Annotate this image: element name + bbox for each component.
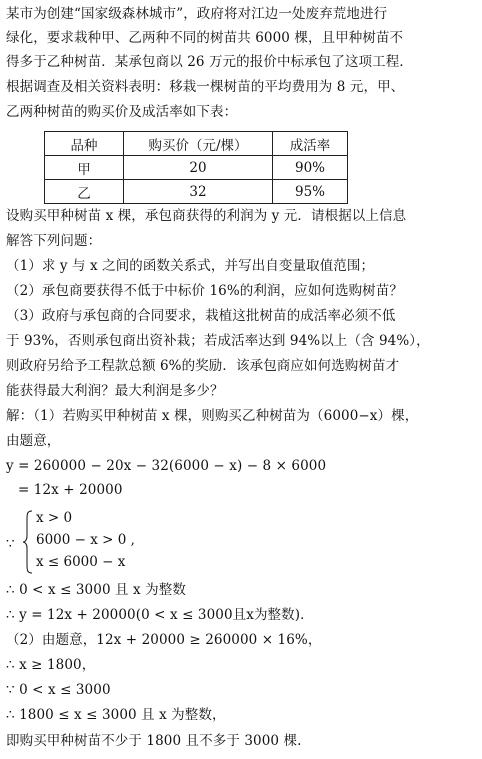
table-header-cell: 购买价（元/棵） <box>124 132 273 156</box>
table-cell: 20 <box>124 156 273 180</box>
problem-line-2: 绿化，要求栽种甲、乙两种不同的树苗共 6000 棵，且甲种树苗不 <box>6 30 404 46</box>
table-cell: 90% <box>273 156 348 180</box>
system-inequality-1: x > 0 <box>36 510 73 526</box>
system-inequality-3: x ≤ 6000 − x <box>36 554 126 570</box>
table-row <box>45 156 348 180</box>
solution-line-2: 由题意， <box>6 433 61 449</box>
part-2-line-4: ∴ 1800 ≤ x ≤ 3000 且 x 为整数， <box>6 707 226 723</box>
table-header-row <box>45 132 348 156</box>
question-3-line-1: （3）政府与承包商的合同要求，栽植这批树苗的成活率必须不低 <box>6 308 396 324</box>
question-3-line-2: 于 93%，否则承包商出资补栽；若成活率达到 94%以上（含 94%）， <box>6 333 430 349</box>
question-3-line-4: 能获得最大利润？最大利润是多少？ <box>6 383 224 399</box>
table-cell: 乙 <box>45 180 124 204</box>
table-cell: 甲 <box>45 156 124 180</box>
system-inequality-2: 6000 − x > 0 , <box>36 532 135 548</box>
question-3-line-3: 则政府另给予工程款总额 6%的奖励．该承包商应如何选购树苗才 <box>6 358 400 374</box>
problem-line-5: 乙两种树苗的购买价及成活率如下表： <box>6 104 238 120</box>
because-symbol: ∵ <box>6 536 15 552</box>
equation-line-2: = 12x + 20000 <box>18 482 123 498</box>
conclusion-line-2: ∴ y = 12x + 20000(0 < x ≤ 3000且x为整数)． <box>6 607 314 623</box>
part-2-line-3: ∵ 0 < x ≤ 3000 <box>6 682 111 698</box>
table-header-cell: 品种 <box>45 132 124 156</box>
problem-line-4: 根据调查及相关资料表明：移栽一棵树苗的平均费用为 8 元，甲、 <box>6 79 405 95</box>
part-2-line-5: 即购买甲种树苗不少于 1800 且不多于 3000 棵. <box>6 733 302 749</box>
solution-line-1: 解：（1）若购买甲种树苗 x 棵，则购买乙种树苗为（6000−x）棵， <box>6 408 419 424</box>
conclusion-line-1: ∴ 0 < x ≤ 3000 且 x 为整数 <box>6 582 186 598</box>
price-table <box>44 131 348 204</box>
problem-line-1: 某市为创建“国家级森林城市”，政府将对江边一处废弃荒地进行 <box>6 6 388 22</box>
question-2: （2）承包商要获得不低于中标价 16%的利润，应如何选购树苗？ <box>6 283 403 299</box>
problem-line-3: 得多于乙种树苗．某承包商以 26 万元的报价中标承包了这项工程． <box>6 54 413 70</box>
part-2-line-2: ∴ x ≥ 1800， <box>6 657 96 673</box>
table-cell: 32 <box>124 180 273 204</box>
setup-line-1: 设购买甲种树苗 x 棵，承包商获得的利润为 y 元．请根据以上信息 <box>6 208 407 224</box>
table-header-cell: 成活率 <box>273 132 348 156</box>
question-1: （1）求 y 与 x 之间的函数关系式，并写出自变量取值范围； <box>6 258 375 274</box>
table-cell: 95% <box>273 180 348 204</box>
part-2-line-1: （2）由题意，12x + 20000 ≥ 260000 × 16%， <box>6 632 322 648</box>
inequality-system <box>6 508 206 574</box>
left-brace-icon <box>22 510 34 574</box>
equation-line-1: y = 260000 − 20x − 32(6000 − x) − 8 × 6000 <box>6 458 327 474</box>
setup-line-2: 解答下列问题： <box>6 233 102 249</box>
table-row <box>45 180 348 204</box>
